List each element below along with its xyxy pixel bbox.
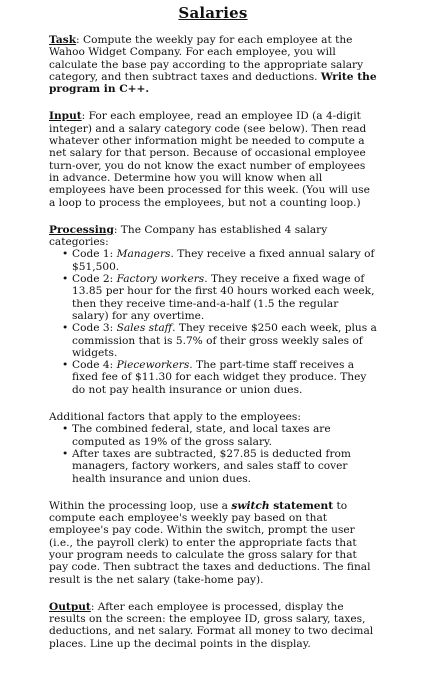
task-text: : Compute the weekly pay for each employee at the Wahoo Widget Company. For each employee, you will calculate the base pay according to the appropriate salary category, and then subtract taxes and deductions. [49,34,364,83]
code-number: Code 1: [72,248,117,261]
additional-factors-intro: Additional factors that apply to the employees: [49,411,301,424]
switch-text-before: Within the processing loop, use a [49,499,232,512]
code-description: . The part-time staff receives a fixed fee of $11.30 for each widget they produce. They do not pay health insurance or union dues. [72,359,367,396]
switch-statement-word: statement [269,499,334,512]
switch-paragraph [49,500,377,586]
code-name: Managers [116,248,171,261]
input-paragraph [49,110,377,208]
additional-factors-section [49,411,377,485]
output-text: : After each employee is processed, display the results on the screen: the employee ID, gross salary, taxes, deductions, and net salary. Format all money to two decimal places. Line up the decimal points in the display. [49,600,374,650]
output-paragraph [49,601,377,650]
code-number: Code 3: [72,322,117,335]
input-label: Input [49,110,82,123]
input-text: : For each employee, read an employee ID (a 4-digit integer) and a salary category code (see below). Then read whatever other information might be needed to compute a net salary for that person. Because of occasional employee turn-over, you do not know the exact number of employees in advance. Determine how you will know when all employees have been processed for this week. (You will use a loop to process the employees, but not a counting loop.) [49,110,370,209]
code-description: . They receive $250 each week, plus a commission that is 5.7% of their gross weekly sales of widgets. [72,322,377,359]
processing-intro-text: : The Company has established 4 salary categories: [49,223,328,249]
code-description: . They receive a fixed wage of 13.85 per hour for the first 40 hours worked each week, then they receive time-and-a-half (1.5 the regular salary) for any overtime. [72,273,375,322]
additional-factor-item: • After taxes are subtracted, $27.85 is deducted from managers, factory workers, and sales staff to cover health insurance and union dues. [59,448,377,485]
page-title: Salaries [178,4,248,22]
code-name: Factory workers [116,273,205,286]
salary-code-item [59,322,377,359]
additional-factor-item: • The combined federal, state, and local taxes are computed as 19% of the gross salary. [59,423,377,448]
code-name: Sales staff [116,322,173,335]
switch-keyword: switch [231,499,270,512]
salary-code-list [49,248,377,396]
processing-intro [49,224,377,249]
processing-label: Processing [49,223,114,236]
salary-code-item [59,273,377,322]
task-bold-text: Write the program in C++. [49,70,377,96]
task-paragraph [49,34,377,95]
code-number: Code 2: [72,273,117,286]
processing-section [49,224,377,396]
output-label: Output [49,600,91,613]
switch-text-after: to compute each employee's weekly pay based on that employee's pay code. Within the switch, prompt the user (i.e., the payroll clerk) to enter the appropriate facts that your program needs to calculate the gross salary for that pay code. Then subtract the taxes and deductions. The final result is the net salary (take-home pay). [49,499,371,586]
salary-code-item [59,359,377,396]
salary-code-item [59,248,377,273]
additional-factors-list [49,423,377,484]
code-name: Pieceworkers [116,359,190,372]
code-number: Code 4: [72,359,117,372]
code-description: . They receive a fixed annual salary of $51,500. [72,248,375,273]
task-label: Task [49,34,77,46]
